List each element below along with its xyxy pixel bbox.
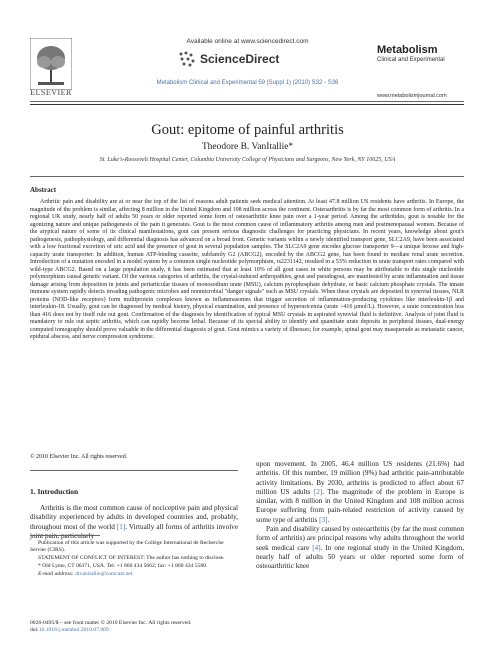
author-affiliation: St. Luke's-Roosevelt Hospital Center, Columbia University College of Physicians and Surgeons, New York, NY 10025, USA — [99, 157, 396, 163]
para-text: upon movement. In 2005, 46.4 million US residents (21.6%) had arthritis. Of this number, 19 million (9%) had arthritic pain-attributable activity limitations. By 2030, arthritis is predicted to affect about 67 million US adults — [256, 460, 464, 496]
journal-header — [0, 0, 495, 100]
doi-label: doi: — [30, 627, 39, 634]
email-link[interactable]: drvanitallie@comcast.net. — [75, 571, 134, 578]
section-heading-introduction: 1. Introduction — [30, 487, 79, 496]
journal-url-link[interactable]: www.metabolismjournal.com — [377, 93, 447, 99]
article-title: Gout: epitome of painful arthritis — [151, 122, 344, 138]
footnote-rule — [30, 535, 100, 536]
footnote-conflict: STATEMENT OF CONFLICT OF INTEREST: The author has nothing to disclose. — [38, 555, 225, 562]
email-label: E-mail address: — [38, 571, 74, 578]
available-online-text: Available online at www.sciencedirect.com — [186, 38, 309, 45]
sciencedirect-wordmark: ScienceDirect — [200, 52, 280, 66]
citation-link-4[interactable]: [4] — [312, 543, 321, 552]
intro-paragraph-2 — [256, 525, 464, 571]
abstract-copyright: © 2010 Elsevier Inc. All rights reserved. — [30, 454, 128, 460]
journal-masthead — [377, 44, 479, 63]
intro-right-column — [256, 460, 464, 572]
para-text: Pain and disability caused by osteoarthritis (by far the most common form of arthritis) are principal reasons why adults throughout the world seek medical care — [256, 525, 464, 552]
footnotes — [30, 540, 238, 579]
para-text: . — [327, 515, 330, 524]
abstract-heading: Abstract — [30, 186, 57, 194]
intro-text: Arthritis is the most common cause of nociceptive pain and physical disability experienced by adults in developed countries and, probably, throughout most of the world — [30, 504, 238, 531]
footnote-email — [30, 571, 238, 578]
doi-line — [30, 627, 250, 634]
intro-paragraph-1 — [256, 460, 464, 525]
abstract-body: Arthritic pain and disability are at or near the top of the list of reasons adult patients seek medical attention. At least 47.8 million US residents have arthritis. In Europe, the magnitude of the problem is similar, affecting 8 million in the United Kingdom and 108 million across the continent. Osteoarthritis is by far the most common form of arthritis. In a regional UK study, nearly half of adults 50 years or older reported some form of osteoarthritic knee pain over a 1-year period. Among the arthritides, gout is notable for the agonizing nature and unique pathogenesis of the pain it generates. Gout is the most common cause of inflammatory arthritis among men and postmenopausal women. Because of the atypical nature of some of its clinical manifestations, gout can present serious diagnostic challenges for practicing physicians. In recent years, knowledge about gout's pathogenesis, pathophysiology, and differential diagnosis has advanced on a broad front. Genetic variants within a newly identified transport gene, SLC2A9, have been associated with a low fractional excretion of uric acid and the presence of gout in several population samples. The SLC2A9 gene encodes glucose transporter 9—a unique hexose and high-capacity urate transporter. In addition, human ATP-binding cassette, subfamily G2 (ABCG2), encoded by the ABCG2 gene, has been found to mediate renal urate secretion. Introduction of a mutation encoded in a model system by a common single nucleotide polymorphism, rs2231142, resulted in a 53% reduction in urate transport rates compared with wild-type ABCG2. Based on a large population study, it has been estimated that at least 10% of all gout cases in white persons may be attributable to this single nucleotide polymorphism causal genetic variant. Of the various categories of arthritis, the crystal-induced arthropathies, gout and pseudogout, are manifested by acute inflammation and tissue damage arising from deposition in joints and periarticular tissues of monosodium urate (MSU), calcium pyrophosphate dehydrate, or basic calcium phosphate crystals. The innate immune system rapidly detects invading pathogenic microbes and nonmicrobial "danger signals" such as MSU crystals. When these crystals are deposited in synovial tissues, NLR proteins (NOD-like receptors) form multiprotein complexes known as inflammasomes that trigger secretion of inflammation-producing cytokines like interleukin-1β and interleukin-18. Usually, gout can be diagnosed by medical history, physical examination, and presence of hyperuricemia (urate >416 μmol/L). However, a urate concentration less than 416 does not by itself rule out gout. Confirmation of the diagnosis by identification of typical MSU crystals in aspirated synovial fluid is definitive. Analysis of joint fluid is mandatory to rule out septic arthritis, which can rapidly become lethal. Because of its special ability to identify and quantitate urate deposits in peripheral tissues, dual-energy computed tomography should prove valuable in the differential diagnosis of gout. Gout mimics a variety of illnesses; for example, spinal gout may masquerade as metastatic cancer, epidural abscess, and nerve compression syndrome. — [30, 199, 464, 340]
publisher-name: ELSEVIER — [30, 88, 72, 97]
abstract-top-rule — [30, 176, 464, 177]
header-rule — [30, 101, 464, 102]
abstract-bottom-rule — [30, 470, 238, 471]
issn-doi-block — [30, 620, 250, 634]
article-author: Theodore B. VanItallie* — [201, 142, 294, 152]
sciencedirect-logo — [178, 50, 279, 68]
journal-citation-link[interactable]: Metabolism Clinical and Experimental 59 (Suppl 1) (2010) S32 - S36 — [156, 80, 339, 86]
footnote-corresponding: * Old Lyme, CT 06371, USA. Tel: +1 860 434 5662; fax: +1 860 434 5580. — [38, 563, 208, 570]
citation-link-1[interactable]: [1] — [116, 522, 126, 531]
sciencedirect-dots-icon — [178, 51, 196, 67]
para-text: . The magnitude of the problem in Europe is similar, with 8 million in the United Kingdom and 108 million across Europe suffering from pain-related restriction of activity caused by some type of arthritis — [256, 487, 465, 524]
citation-link-2[interactable]: [2] — [313, 487, 323, 496]
header-rule-thick — [30, 104, 464, 105]
journal-name: Metabolism — [377, 44, 438, 56]
issn-line: 0026-0495/$ – see front matter © 2010 Elsevier Inc. All rights reserved. — [30, 620, 192, 626]
footnote-funding: Publication of this article was supported by the Collège International de Recherche Servier (CIRS). — [30, 540, 224, 554]
doi-link[interactable]: 10.1016/j.metabol.2010.07.009 — [38, 627, 109, 634]
intro-text-cont: . Virtually all forms of arthritis involve joint pain, particularly — [30, 522, 239, 540]
para-text: . In one regional study in the United Kingdom, nearly half of adults 50 years or older reported some form of osteoarthritic knee — [256, 543, 465, 571]
journal-subtitle: Clinical and Experimental — [377, 57, 445, 63]
citation-link-3[interactable]: [3] — [319, 515, 328, 524]
